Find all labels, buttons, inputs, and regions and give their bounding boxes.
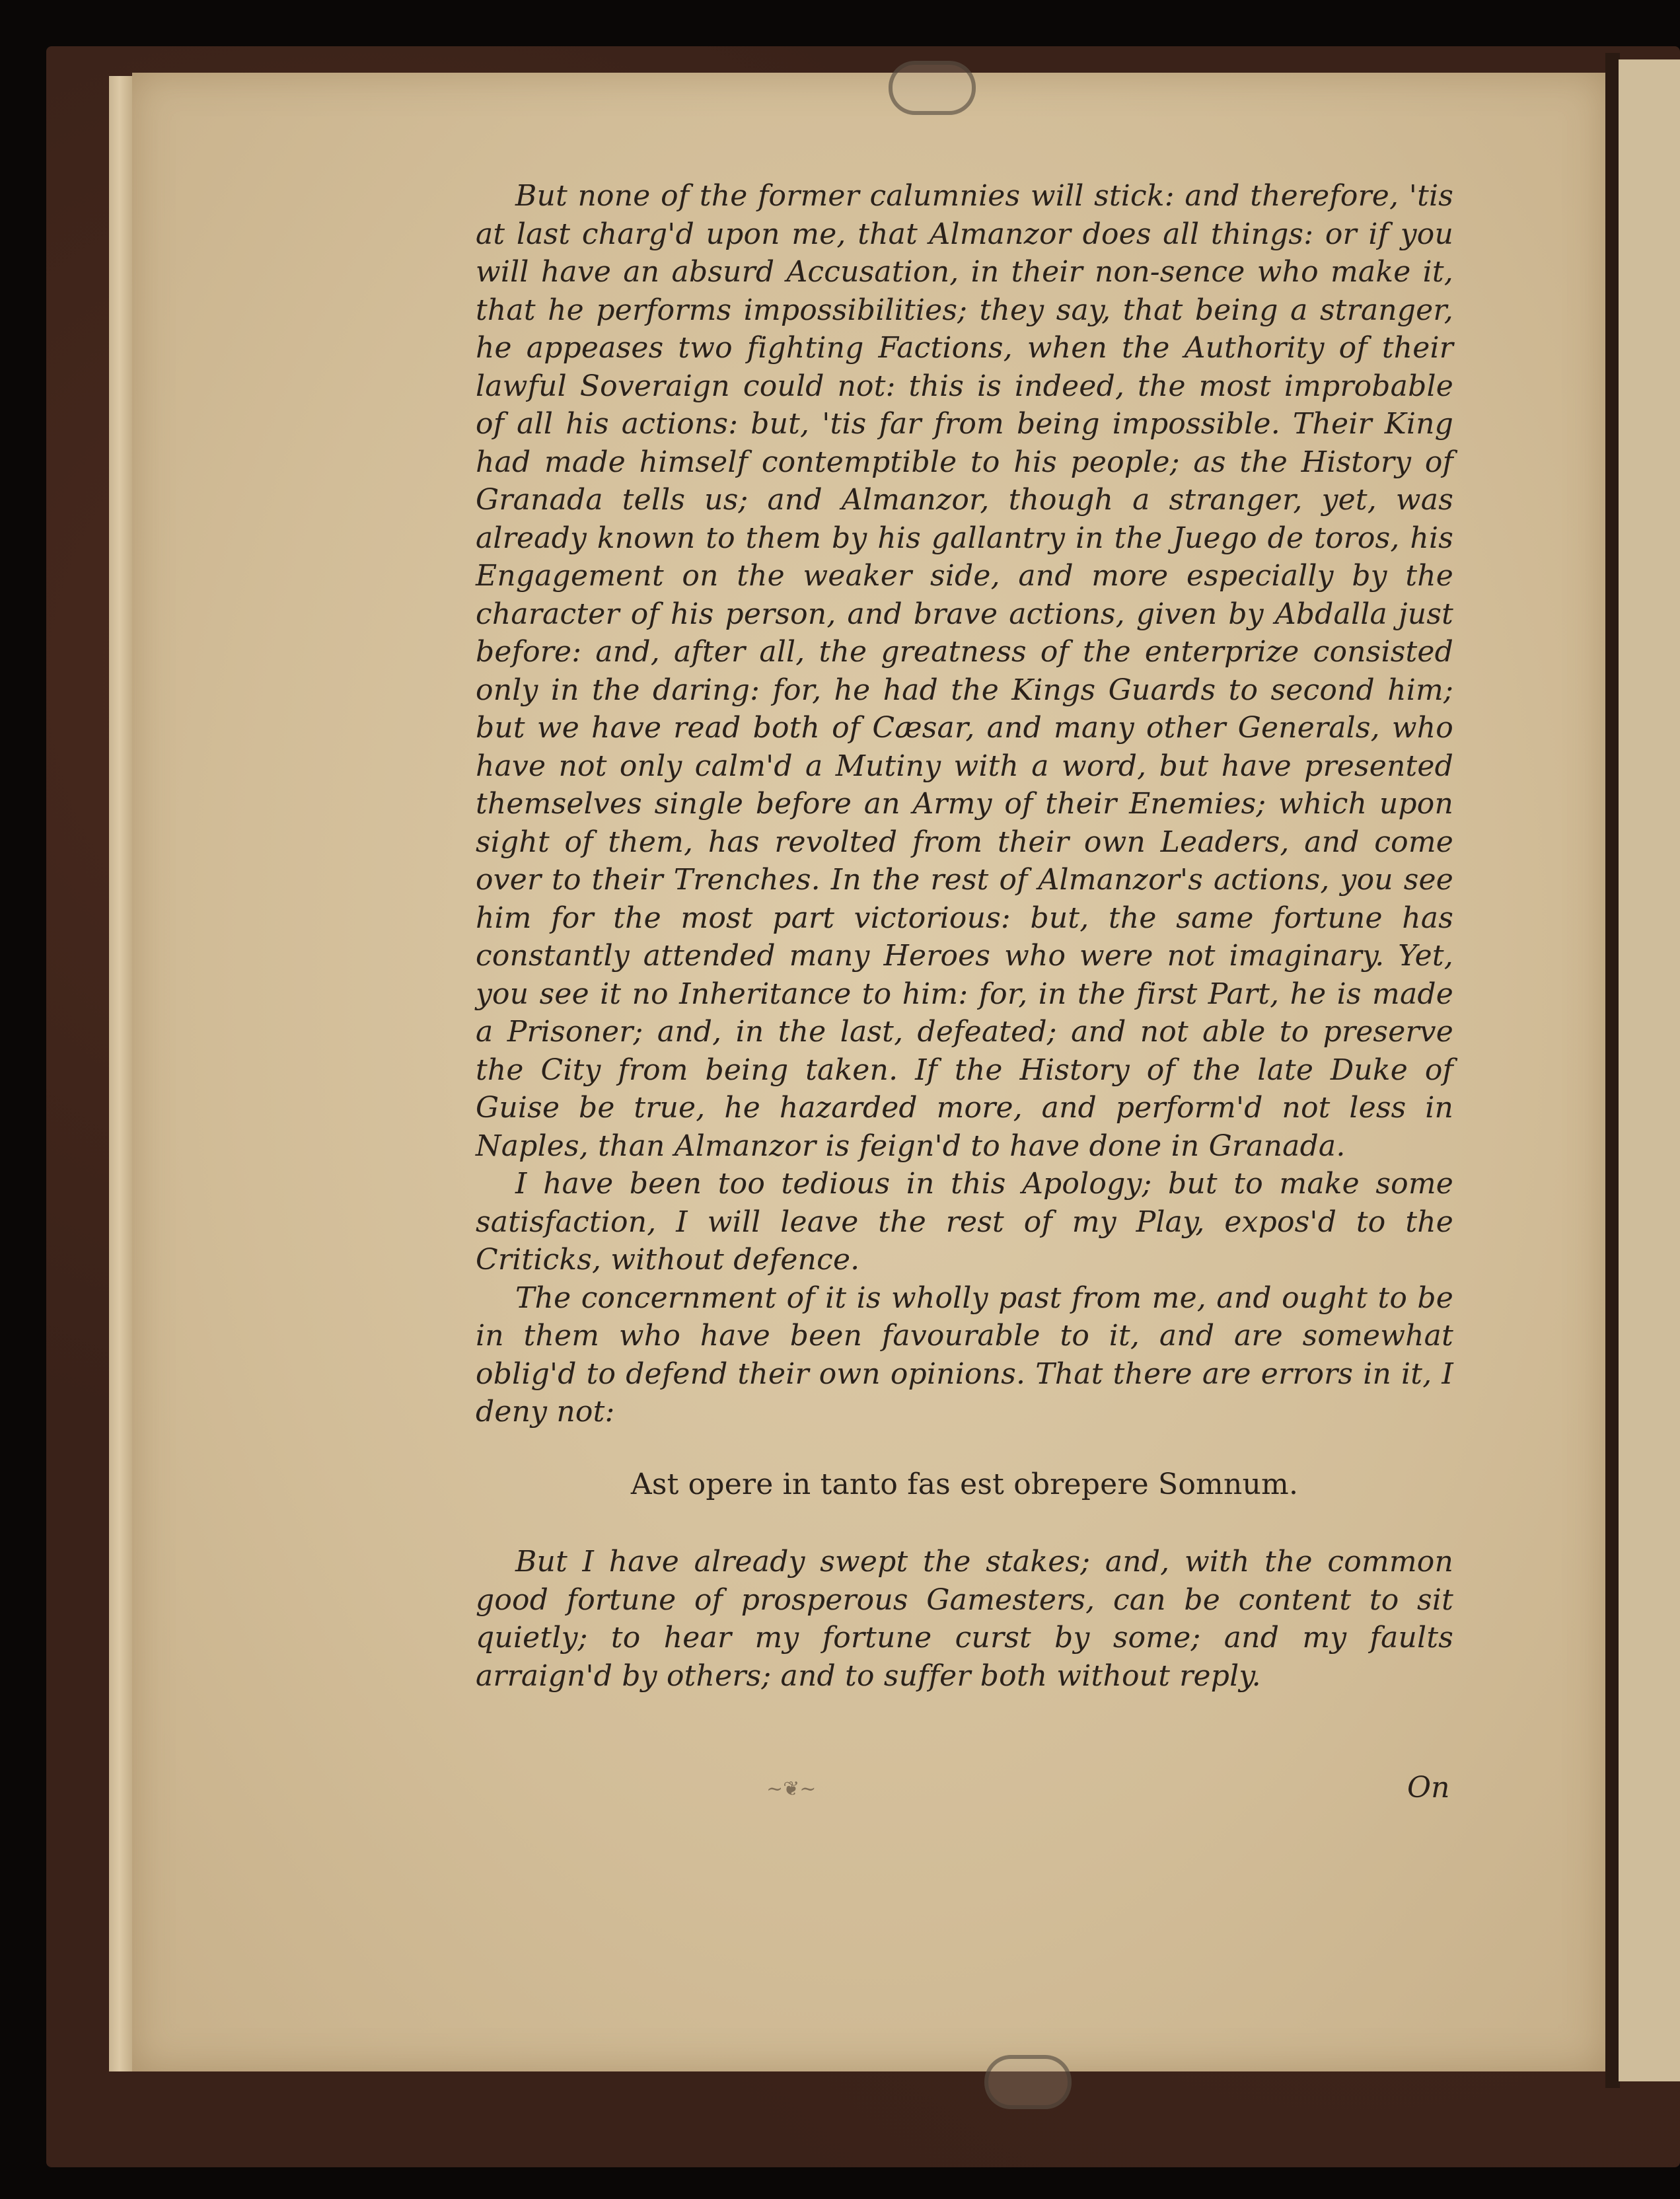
page-stack-edge xyxy=(109,76,135,2071)
closing-paragraph: But I have already swept the stakes; and, with the common good fortune of prosperous Gamesters, can be content to sit quietly; to hear my fortune curst by some; and my faults arraign'd by others; and to suffer both without reply. xyxy=(476,1545,1453,1693)
book-gutter xyxy=(1605,53,1620,2088)
bottom-clip-icon xyxy=(984,2055,1072,2109)
paragraph-1: But none of the former calumnies will stick: and therefore, 'tis at last charg'd upon me, that Almanzor does all things: or if you will have an absurd Accusation, in their non-sence who make it, that he performs impossibilities; they say, that being a stranger, he appeases two fighting Factions, when the Authority of their lawful Soveraign could not: this is indeed, the most improbable of all his actions: but, 'tis far from being impossible. Their King had made himself contemptible to his people; as the History of Granada tells us; and Almanzor, though a stranger, yet, was already known to them by his gallantry in the Juego de toros, his Engagement on the weaker side, and more especially by the character of his person, and brave actions, given by Abdalla just before: and, after all, the greatness of the enterprize consisted only in the daring: for, he had the Kings Guards to second him; but we have read both of Cæsar, and many other Generals, who have not only calm'd a Mutiny with a word, but have presented themselves single before an Army of their Enemies; which upon sight of them, has revolted from their own Leaders, and come over to their Trenches. In the rest of Almanzor's actions, you see him for the most part victorious: but, the same fortune has constantly attended many Heroes who were not imaginary. Yet, you see it no Inheritance to him: for, in the first Part, he is made a Prisoner; and, in the last, defeated; and not able to preserve the City from being taken. If the History of the late Duke of Guise be true, he hazarded more, and perform'd not less in Naples, than Almanzor is feign'd to have done in Granada. xyxy=(476,179,1453,1163)
facing-page-edge xyxy=(1619,59,1680,2081)
printers-ornament-icon: ~❦~ xyxy=(766,1777,817,1801)
catchword: On xyxy=(1407,1771,1450,1805)
paragraph-2: I have been too tedious in this Apology; but to make some satisfaction, I will leave the rest of my Play, expos'd to the Criticks, without defence. xyxy=(476,1167,1453,1277)
paragraph-3: The concernment of it is wholly past from me, and ought to be in them who have been favourable to it, and are somewhat oblig'd to defend their own opinions. That there are errors in it, I deny not: xyxy=(476,1281,1453,1429)
top-clip-icon xyxy=(889,61,976,115)
page-text xyxy=(476,177,1453,1695)
latin-motto: Ast opere in tanto fas est obrepere Somnum. xyxy=(630,1467,1299,1501)
